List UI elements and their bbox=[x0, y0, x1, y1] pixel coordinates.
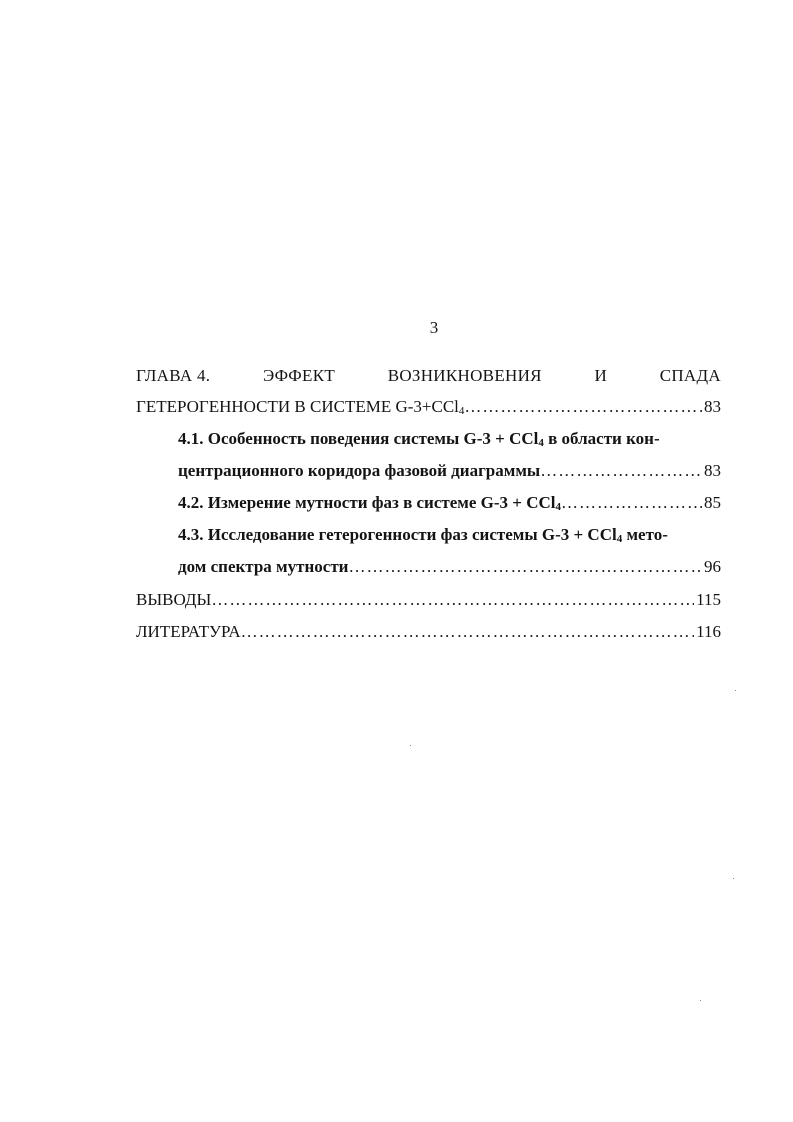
section-4-1-title-part2: центрационного коридора фазовой диаграммы bbox=[178, 461, 541, 480]
scan-speck bbox=[410, 745, 411, 746]
chapter4-word-2: ЭФФЕКТ bbox=[262, 366, 336, 385]
toc-chapter4-heading-line1 bbox=[136, 365, 721, 387]
dot-leader bbox=[241, 621, 695, 643]
literature-label: ЛИТЕРАТУРА bbox=[136, 622, 241, 641]
section-4-3-title-part1: 4.3. Исследование гетерогенности фаз системы G-3 + CCl$_4$ мето- bbox=[178, 525, 668, 545]
section-4-3-title-part2: дом спектра мутности bbox=[178, 557, 349, 576]
toc-chapter4-heading-line2 bbox=[136, 396, 721, 418]
section-4-2-title: 4.2. Измерение мутности фаз в системе G-3 + CCl$_4$ bbox=[178, 493, 562, 513]
literature-page: 116 bbox=[696, 622, 721, 641]
toc-section-4-2 bbox=[178, 492, 721, 514]
dot-leader bbox=[211, 589, 694, 611]
section-4-2-page: 85 bbox=[704, 493, 721, 512]
page-number: 3 bbox=[429, 318, 439, 337]
toc-section-4-1-line1 bbox=[178, 428, 721, 450]
toc-section-4-3-line1 bbox=[178, 524, 721, 546]
conclusions-label: ВЫВОДЫ bbox=[136, 590, 212, 609]
toc-literature bbox=[136, 621, 721, 643]
toc-section-4-3-line2 bbox=[178, 556, 721, 578]
scan-speck bbox=[735, 690, 736, 691]
section-4-3-page: 96 bbox=[704, 557, 721, 576]
dot-leader bbox=[540, 460, 702, 482]
chapter4-title-text: ГЕТЕРОГЕННОСТИ В СИСТЕМЕ G-3+CCl$_4$ bbox=[136, 397, 465, 417]
dot-leader bbox=[348, 556, 702, 578]
section-4-1-page: 83 bbox=[704, 461, 721, 480]
dot-leader bbox=[561, 492, 702, 514]
chapter4-word-4: И bbox=[594, 366, 608, 385]
conclusions-page: 115 bbox=[696, 590, 721, 609]
scan-speck bbox=[733, 878, 734, 879]
chapter4-word-5: СПАДА bbox=[659, 366, 721, 385]
toc-section-4-1-line2 bbox=[178, 460, 721, 482]
toc-conclusions bbox=[136, 589, 721, 611]
section-4-1-title-part1: 4.1. Особенность поведения системы G-3 + CCl$_4$ в области кон- bbox=[178, 429, 660, 449]
chapter4-word-3: ВОЗНИКНОВЕНИЯ bbox=[387, 366, 542, 385]
chapter4-page: 83 bbox=[704, 397, 721, 416]
chapter4-word-1: ГЛАВА 4. bbox=[136, 366, 211, 385]
scan-speck bbox=[700, 1000, 701, 1001]
dot-leader bbox=[464, 396, 702, 418]
